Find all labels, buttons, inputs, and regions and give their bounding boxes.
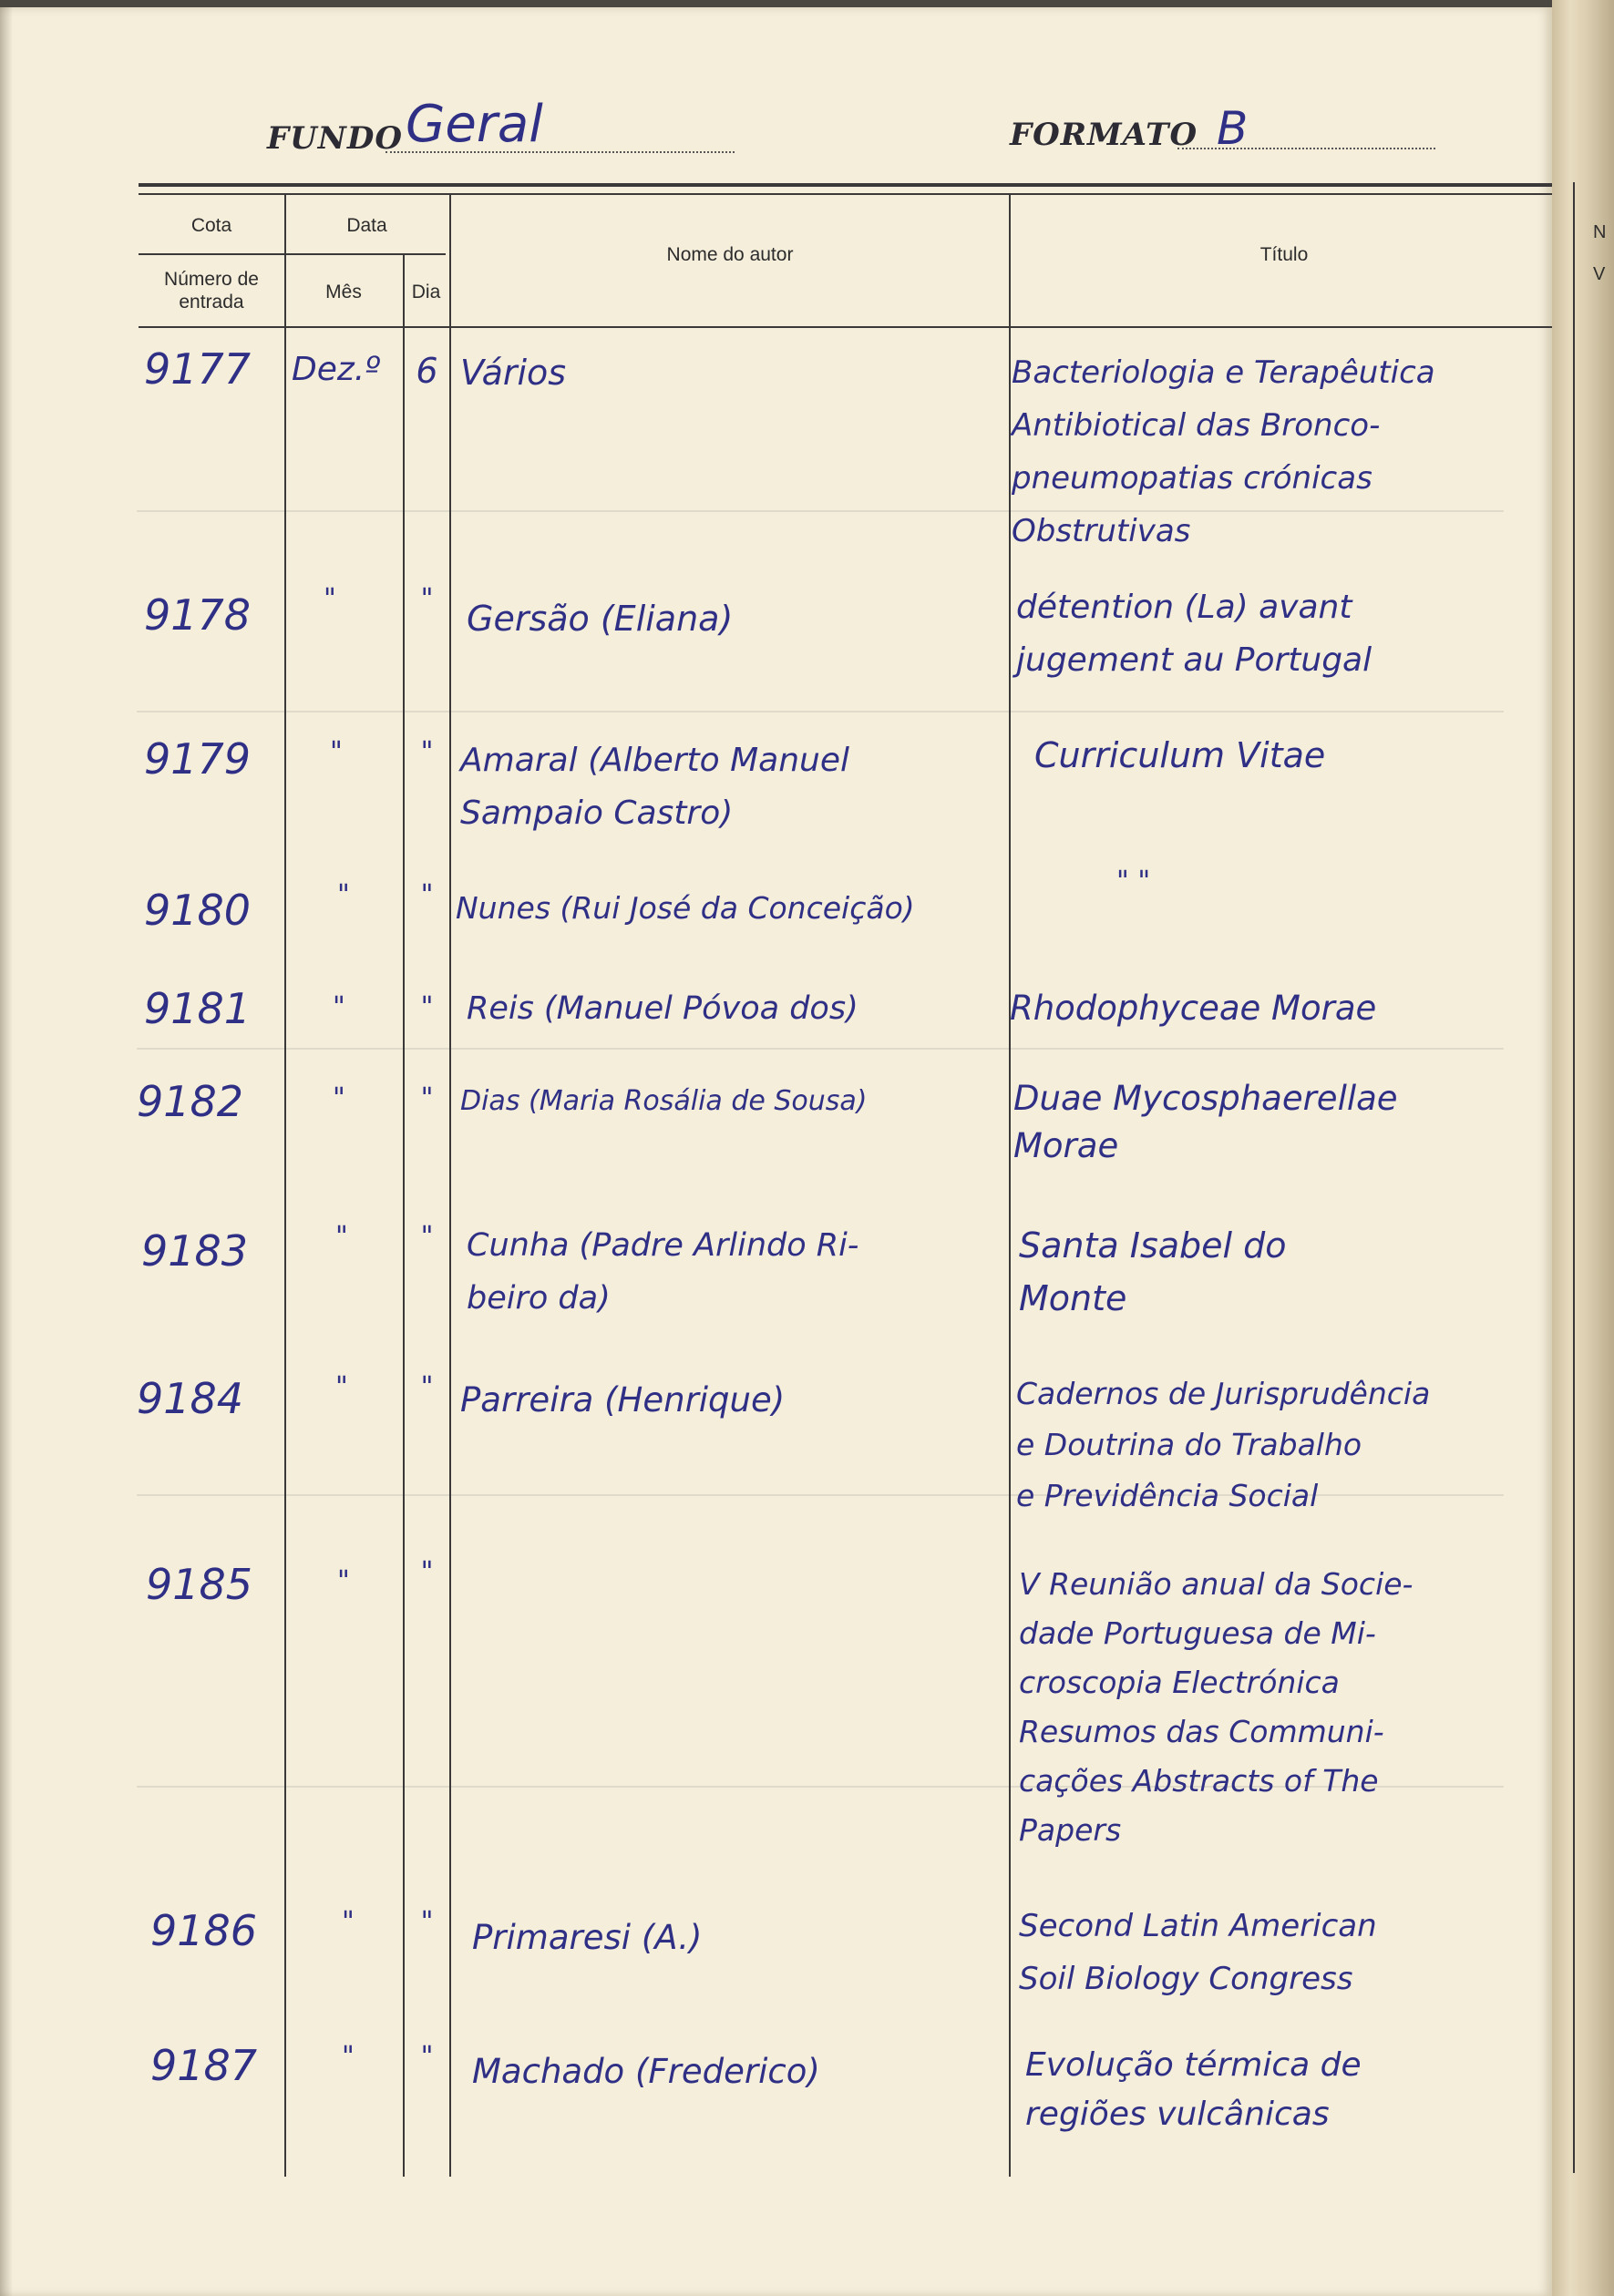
entry-day: ": [420, 736, 434, 768]
entry-number: 9186: [150, 1906, 258, 1955]
header-bottom-rule: [139, 326, 1552, 328]
col-head-dia: Dia: [411, 282, 441, 302]
entry-number: 9184: [137, 1374, 244, 1423]
entry-month: ": [342, 2041, 355, 2073]
entry-month: ": [335, 1221, 348, 1253]
entry-author: Amaral (Alberto Manuel Sampaio Castro): [460, 742, 850, 832]
entry-title: V Reunião anual da Socie- dade Portuguesa de Mi- croscopia Electrónica Resumos das Communi- cações Abstracts of The Papers: [1019, 1566, 1414, 1848]
entry-title: Second Latin American Soil Biology Congress: [1019, 1908, 1377, 1997]
formato-dotted-line: [1177, 148, 1435, 149]
fundo-dotted-line: [386, 151, 735, 153]
column-divider-mes: [403, 255, 405, 2177]
entry-title-ditto: " ": [1116, 866, 1151, 897]
entry-title: Bacteriologia e Terapêutica Antibiotical das Bronco- pneumopatias crónicas Obstrutivas: [1012, 354, 1435, 549]
column-divider-autor: [1009, 195, 1011, 2177]
entry-month: ": [337, 1565, 350, 1597]
fundo-value: Geral: [406, 95, 543, 154]
entry-day: ": [420, 1906, 434, 1938]
next-page-edge: [1552, 0, 1614, 2296]
entry-day: ": [420, 1371, 434, 1403]
entry-month: ": [330, 736, 343, 768]
entry-number: 9178: [144, 590, 252, 640]
entry-month: ": [333, 991, 345, 1023]
entry-month: ": [337, 879, 350, 911]
entry-author: Primaresi (A.): [472, 1918, 703, 1957]
right-page-divider: [1573, 182, 1575, 2173]
entry-day: ": [420, 1556, 434, 1588]
entry-author: Nunes (Rui José da Conceição): [456, 890, 915, 926]
entry-day: ": [420, 1082, 434, 1114]
entry-title: Duae Mycosphaerellae Morae: [1013, 1079, 1398, 1165]
entry-number: 9185: [146, 1560, 253, 1609]
bleed-through-line: [137, 1048, 1504, 1050]
col-head-autor: Nome do autor: [666, 244, 794, 265]
entry-day: ": [420, 583, 434, 615]
entry-title: Curriculum Vitae: [1034, 735, 1326, 775]
entry-day: ": [420, 879, 434, 911]
fundo-label: FUNDO: [267, 120, 403, 157]
column-divider-dia: [449, 195, 451, 2177]
entry-number: 9187: [150, 2041, 258, 2090]
entry-day: ": [420, 1221, 434, 1253]
table-top-rule-thin: [139, 193, 1552, 195]
column-divider-numero: [284, 195, 286, 2177]
col-head-numero-entrada: Número de entrada: [164, 269, 259, 313]
entry-day: 6: [416, 351, 438, 391]
entry-author: Dias (Maria Rosália de Sousa): [460, 1085, 868, 1117]
entry-title: Santa Isabel do Monte: [1019, 1225, 1287, 1318]
entry-author: Parreira (Henrique): [460, 1380, 786, 1420]
col-head-data: Data: [346, 215, 387, 236]
binding-shadow: [0, 7, 13, 2296]
cota-data-divider: [139, 253, 446, 255]
entry-author: Reis (Manuel Póvoa dos): [467, 990, 858, 1027]
entry-number: 9177: [144, 344, 252, 394]
entry-month: ": [333, 1082, 345, 1114]
entry-number: 9183: [141, 1226, 249, 1276]
entry-title: Cadernos de Jurisprudência e Doutrina do Trabalho e Previdência Social: [1016, 1376, 1431, 1513]
entry-month: ": [335, 1371, 348, 1403]
entry-author: Cunha (Padre Arlindo Ri- beiro da): [467, 1227, 859, 1317]
entry-number: 9180: [144, 886, 252, 935]
entry-day: ": [420, 991, 434, 1023]
entry-number: 9179: [144, 734, 252, 784]
entry-month: Dez.º: [292, 351, 381, 388]
entry-author: Vários: [460, 353, 567, 393]
table-top-rule: [139, 183, 1552, 187]
entry-month: ": [324, 583, 336, 615]
next-page-header-fragment: V: [1593, 264, 1606, 284]
bleed-through-line: [137, 711, 1504, 712]
entry-title: Evolução térmica de regiões vulcânicas: [1025, 2046, 1362, 2133]
entry-title: détention (La) avant jugement au Portugal: [1016, 589, 1372, 679]
entry-number: 9182: [137, 1077, 244, 1126]
formato-value: B: [1217, 102, 1249, 155]
entry-author: Machado (Frederico): [472, 2052, 820, 2091]
entry-title: Rhodophyceae Morae: [1010, 989, 1377, 1028]
next-page-header-fragment: N: [1593, 222, 1607, 242]
entry-day: ": [420, 2041, 434, 2073]
entry-number: 9181: [144, 984, 252, 1033]
col-head-titulo: Título: [1259, 244, 1309, 265]
entry-author: Gersão (Eliana): [467, 599, 734, 639]
formato-label: FORMATO: [1010, 117, 1198, 153]
col-head-cota: Cota: [190, 215, 232, 236]
col-head-mes: Mês: [325, 282, 362, 302]
entry-month: ": [342, 1906, 355, 1938]
